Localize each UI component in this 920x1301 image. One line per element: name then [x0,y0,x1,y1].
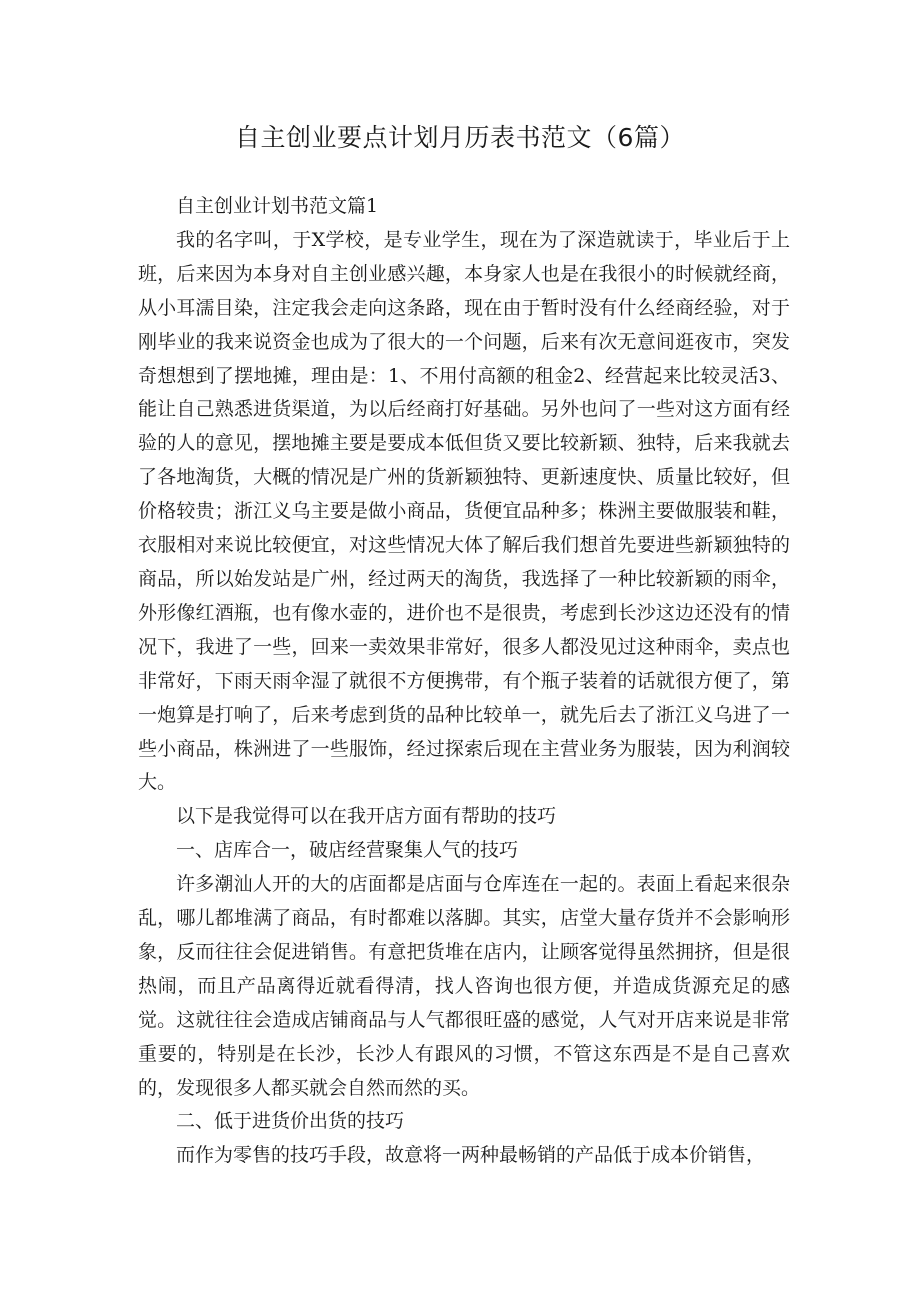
paragraph-tips-lead: 以下是我觉得可以在我开店方面有帮助的技巧 [176,805,557,828]
paragraph-tip-1: 许多潮汕人开的大的店面都是店面与仓库连在一起的。表面上看起来很杂乱，哪儿都堆满了商品，有时都难以落脚。其实，店堂大量存货并不会影响形象，反而往往会促进销售。有意把货堆在店内，让顾客觉得虽然拥挤，但是很热闹，而且产品离得近就看得清，找人咨询也很方便，并造成货源充足的感觉。这就往往会造成店铺商品与人气都很旺盛的感觉，人气对开店来说是非常重要的，特别是在长沙，长沙人有跟风的习惯，不管这东西是不是自己喜欢的，发现很多人都买就会自然而然的买。 [138,873,790,1099]
paragraph-intro: 我的名字叫，于X学校，是专业学生，现在为了深造就读于，毕业后于上班，后来因为本身对自主创业感兴趣，本身家人也是在我很小的时候就经商，从小耳濡目染，注定我会走向这条路，现在由于暂时没有什么经商经验，对于刚毕业的我来说资金也成为了很大的一个问题，后来有次无意间逛夜市，突发奇想想到了摆地摊，理由是：1、不用付高额的租金2、经营起来比较灵活3、能让自己熟悉进货渠道，为以后经商打好基础。另外也问了一些对这方面有经验的人的意见，摆地摊主要是要成本低但货又要比较新颖、独特，后来我就去了各地淘货，大概的情况是广州的货新颖独特、更新速度快、质量比较好，但价格较贵；浙江义乌主要是做小商品，货便宜品种多；株洲主要做服装和鞋，衣服相对来说比较便宜，对这些情况大体了解后我们想首先要进些新颖独特的商品，所以始发站是广州，经过两天的淘货，我选择了一种比较新颖的雨伞，外形像红酒瓶，也有像水壶的，进价也不是很贵，考虑到长沙这边还没有的情况下，我进了一些，回来一卖效果非常好，很多人都没见过这种雨伞，卖点也非常好，下雨天雨伞湿了就很不方便携带，有个瓶子装着的话就很方便了，第一炮算是打响了，后来考虑到货的品种比较单一，就先后去了浙江义乌进了一些小商品，株洲进了一些服饰，经过探索后现在主营业务为服装，因为利润较大。 [138,228,790,794]
document-title: 自主创业要点计划月历表书范文（6篇） [235,123,685,152]
section-heading: 自主创业计划书范文篇1 [176,195,379,217]
subheading-tip-2: 二、低于进货价出货的技巧 [176,1110,405,1133]
document-body [138,190,790,1173]
paragraph-tip-2: 而作为零售的技巧手段，故意将一两种最畅销的产品低于成本价销售， [176,1144,766,1167]
subheading-tip-1: 一、店库合一，破店经营聚集人气的技巧 [176,839,519,862]
